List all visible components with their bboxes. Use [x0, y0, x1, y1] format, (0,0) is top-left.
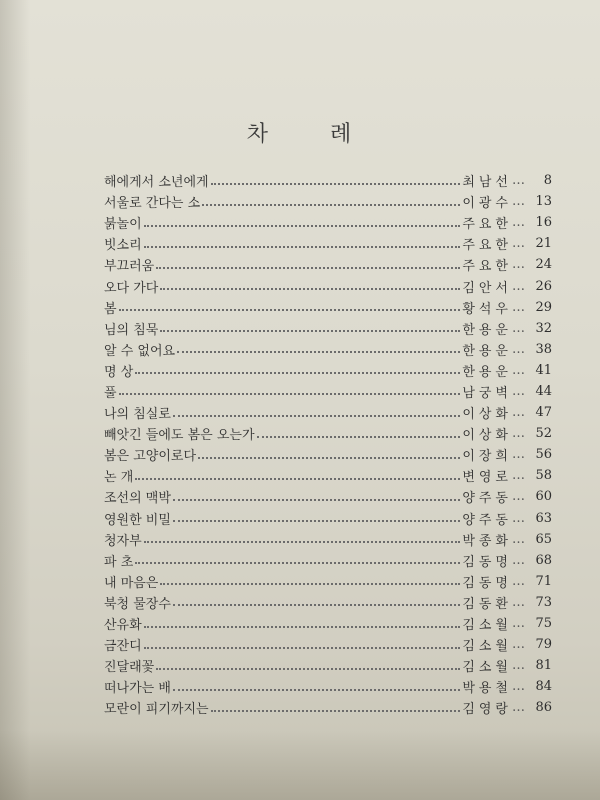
leader-dots	[160, 330, 460, 332]
entry-author: 이장희	[462, 449, 512, 465]
entry-title: 금잔디	[104, 639, 142, 655]
entry-author: 김소월	[462, 618, 512, 634]
entry-ellipsis: …	[512, 194, 524, 210]
leader-dots	[144, 541, 461, 543]
leader-dots	[119, 393, 461, 395]
leader-dots	[202, 204, 460, 206]
entry-title: 영원한 비밀	[104, 512, 171, 528]
entry-page-number: 32	[535, 320, 552, 336]
entry-author: 황석우	[462, 301, 512, 317]
table-of-contents	[104, 170, 552, 718]
entry-author: 김동환	[462, 596, 512, 612]
entry-author: 한용운	[462, 343, 512, 359]
toc-entry	[104, 297, 552, 318]
entry-page-number: 65	[535, 531, 552, 547]
entry-author: 변영로	[462, 470, 512, 486]
toc-entry	[104, 402, 552, 423]
leader-dots	[160, 288, 460, 290]
entry-ellipsis: …	[512, 573, 524, 589]
entry-author: 양주동	[462, 512, 512, 528]
entry-author: 한용운	[462, 364, 512, 380]
entry-title: 부끄러움	[104, 259, 155, 275]
entry-author: 김소월	[462, 639, 512, 655]
toc-entry	[104, 508, 552, 529]
entry-title: 해에게서 소년에게	[104, 175, 209, 191]
entry-page-number: 79	[535, 637, 552, 653]
entry-ellipsis: …	[512, 362, 524, 378]
entry-title: 봄은 고양이로다	[104, 449, 197, 465]
entry-ellipsis: …	[512, 468, 524, 484]
entry-author: 이상화	[462, 428, 512, 444]
toc-entry	[104, 571, 552, 592]
entry-title: 떠나가는 배	[104, 681, 171, 697]
leader-dots	[173, 689, 460, 691]
leader-dots	[156, 267, 460, 269]
entry-title: 풀	[104, 385, 117, 401]
entry-title: 산유화	[104, 618, 142, 634]
leader-dots	[144, 225, 461, 227]
title-char-1: 차	[246, 122, 270, 147]
entry-author: 김안서	[462, 280, 512, 296]
entry-ellipsis: …	[512, 658, 524, 674]
toc-entry	[104, 360, 552, 381]
entry-title: 알 수 없어요	[104, 343, 176, 359]
leader-dots	[173, 415, 460, 417]
leader-dots	[135, 478, 460, 480]
entry-page-number: 21	[535, 236, 552, 252]
entry-title: 나의 침실로	[104, 407, 171, 423]
entry-page-number: 41	[535, 362, 552, 378]
entry-author: 최남선	[462, 175, 512, 191]
entry-page-number: 52	[535, 426, 552, 442]
entry-author: 박종화	[462, 533, 512, 549]
toc-entry	[104, 655, 552, 676]
leader-dots	[144, 647, 461, 649]
toc-entry	[104, 233, 552, 254]
entry-ellipsis: …	[512, 531, 524, 547]
entry-ellipsis: …	[512, 552, 524, 568]
entry-author: 이상화	[462, 407, 512, 423]
entry-page-number: 24	[535, 257, 552, 273]
entry-author: 양주동	[462, 491, 512, 507]
entry-title: 진달래꽃	[104, 660, 155, 676]
entry-page-number: 16	[535, 215, 552, 231]
entry-title: 빼앗긴 들에도 봄은 오는가	[104, 428, 255, 444]
entry-ellipsis: …	[512, 173, 524, 189]
entry-page-number: 63	[535, 510, 552, 526]
leader-dots	[156, 668, 460, 670]
leader-dots	[160, 583, 460, 585]
entry-ellipsis: …	[512, 341, 524, 357]
toc-entry	[104, 444, 552, 465]
entry-title: 오다 가다	[104, 280, 159, 296]
entry-author: 남궁벽	[462, 385, 512, 401]
entry-page-number: 86	[535, 700, 552, 716]
entry-ellipsis: …	[512, 405, 524, 421]
leader-dots	[135, 372, 460, 374]
entry-title: 님의 침묵	[104, 322, 159, 338]
entry-author: 김영랑	[462, 702, 512, 718]
entry-ellipsis: …	[512, 679, 524, 695]
entry-ellipsis: …	[512, 447, 524, 463]
leader-dots	[177, 351, 460, 353]
entry-ellipsis: …	[512, 510, 524, 526]
entry-title: 빗소리	[104, 238, 142, 254]
entry-page-number: 47	[535, 405, 552, 421]
entry-page-number: 73	[535, 594, 552, 610]
toc-entry	[104, 529, 552, 550]
toc-entry	[104, 697, 552, 718]
entry-title: 붉놀이	[104, 217, 142, 233]
entry-page-number: 68	[535, 552, 552, 568]
entry-ellipsis: …	[512, 383, 524, 399]
leader-dots	[173, 520, 460, 522]
toc-entry	[104, 676, 552, 697]
entry-title: 논 개	[104, 470, 134, 486]
toc-entry	[104, 634, 552, 655]
toc-entry	[104, 613, 552, 634]
toc-entry	[104, 275, 552, 296]
page-title	[0, 117, 600, 148]
entry-page-number: 44	[535, 383, 552, 399]
entry-page-number: 60	[535, 489, 552, 505]
entry-author: 주요한	[462, 259, 512, 275]
entry-ellipsis: …	[512, 257, 524, 273]
leader-dots	[144, 626, 461, 628]
toc-entry	[104, 423, 552, 444]
entry-title: 북청 물장수	[104, 596, 171, 612]
entry-author: 김소월	[462, 660, 512, 676]
entry-title: 조선의 맥박	[104, 491, 171, 507]
toc-entry	[104, 339, 552, 360]
entry-page-number: 58	[535, 468, 552, 484]
leader-dots	[119, 309, 461, 311]
entry-author: 이광수	[462, 196, 512, 212]
toc-entry	[104, 318, 552, 339]
entry-page-number: 38	[535, 341, 552, 357]
entry-page-number: 26	[535, 278, 552, 294]
leader-dots	[173, 604, 460, 606]
entry-author: 한용운	[462, 322, 512, 338]
page-shadow-bottom	[0, 730, 600, 800]
toc-entry	[104, 550, 552, 571]
entry-page-number: 71	[535, 573, 552, 589]
entry-page-number: 56	[535, 447, 552, 463]
entry-title: 내 마음은	[104, 575, 159, 591]
entry-page-number: 81	[535, 658, 552, 674]
entry-ellipsis: …	[512, 700, 524, 716]
entry-page-number: 84	[535, 679, 552, 695]
toc-entry	[104, 212, 552, 233]
leader-dots	[198, 457, 460, 459]
entry-page-number: 8	[543, 173, 552, 189]
toc-entry	[104, 170, 552, 191]
entry-title: 모란이 피기까지는	[104, 702, 209, 718]
entry-page-number: 75	[535, 616, 552, 632]
entry-title: 봄	[104, 301, 117, 317]
toc-entry	[104, 486, 552, 507]
entry-title: 청자부	[104, 533, 142, 549]
entry-ellipsis: …	[512, 616, 524, 632]
entry-ellipsis: …	[512, 278, 524, 294]
entry-author: 박용철	[462, 681, 512, 697]
entry-title: 파 초	[104, 554, 134, 570]
leader-dots	[211, 183, 461, 185]
toc-entry	[104, 254, 552, 275]
leader-dots	[211, 710, 461, 712]
leader-dots	[173, 499, 460, 501]
entry-ellipsis: …	[512, 299, 524, 315]
leader-dots	[135, 562, 460, 564]
entry-ellipsis: …	[512, 215, 524, 231]
leader-dots	[257, 436, 461, 438]
entry-ellipsis: …	[512, 489, 524, 505]
toc-entry	[104, 592, 552, 613]
entry-ellipsis: …	[512, 236, 524, 252]
entry-ellipsis: …	[512, 426, 524, 442]
entry-author: 주요한	[462, 238, 512, 254]
toc-entry	[104, 381, 552, 402]
entry-title: 서울로 간다는 소	[104, 196, 201, 212]
toc-entry	[104, 465, 552, 486]
entry-title: 명 상	[104, 364, 134, 380]
leader-dots	[144, 246, 461, 248]
entry-page-number: 13	[535, 194, 552, 210]
title-char-2: 례	[330, 122, 354, 147]
toc-entry	[104, 191, 552, 212]
entry-ellipsis: …	[512, 637, 524, 653]
entry-author: 김동명	[462, 575, 512, 591]
entry-ellipsis: …	[512, 320, 524, 336]
entry-author: 김동명	[462, 554, 512, 570]
entry-ellipsis: …	[512, 594, 524, 610]
entry-author: 주요한	[462, 217, 512, 233]
entry-page-number: 29	[535, 299, 552, 315]
